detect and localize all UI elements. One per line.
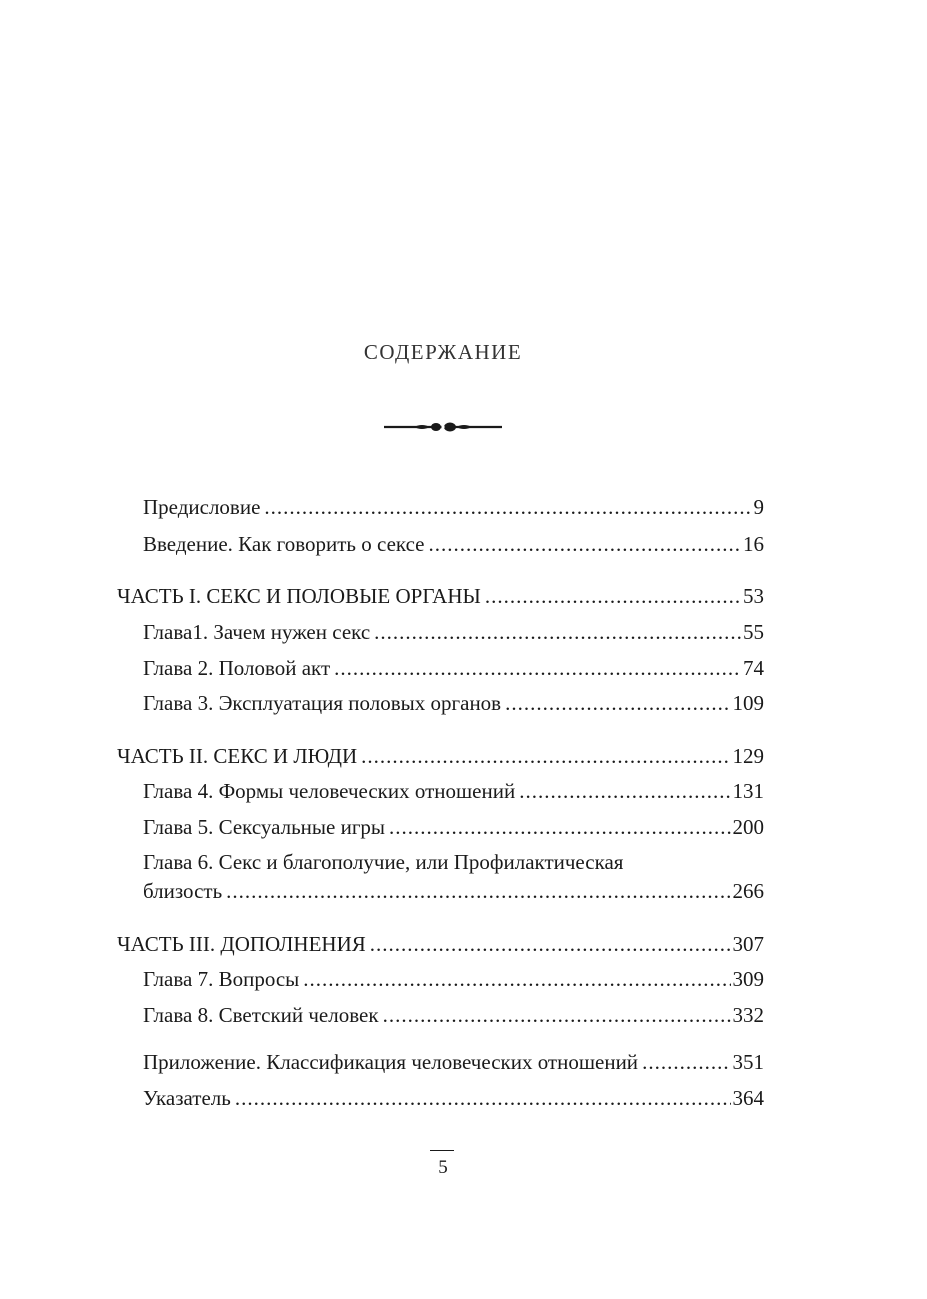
toc-entry-intro[interactable]: [143, 531, 764, 557]
toc-entry-title: Глава 2. Половой акт: [143, 656, 331, 680]
dot-leader: [383, 1002, 731, 1028]
toc-entry-part2[interactable]: [117, 743, 764, 769]
dot-leader: [428, 531, 741, 557]
toc-entry-appendix[interactable]: [143, 1049, 764, 1075]
dot-leader: [264, 494, 751, 520]
toc-entry-title: Введение. Как говорить о сексе: [143, 532, 425, 556]
dot-leader: [370, 931, 731, 957]
toc-entry-page: 266: [732, 879, 764, 903]
toc-entry-title: Глава 3. Эксплуатация половых органов: [143, 691, 502, 715]
toc-entry-chapter-6-line1[interactable]: Глава 6. Секс и благополучие, или Профилактическая: [143, 850, 624, 874]
toc-entry-preface[interactable]: [143, 494, 764, 520]
toc-entry-title: близость: [143, 879, 223, 903]
dot-leader: [485, 583, 741, 609]
toc-entry-part3[interactable]: [117, 931, 764, 957]
toc-entry-title: Глава 5. Сексуальные игры: [143, 815, 386, 839]
page-number: 5: [438, 1157, 448, 1178]
toc-entry-chapter-1[interactable]: [143, 619, 764, 645]
toc-entry-chapter-6[interactable]: [143, 878, 764, 904]
toc-entry-page: 55: [743, 620, 764, 644]
toc-entry-title: Глава 8. Светский человек: [143, 1003, 379, 1027]
dot-leader: [361, 743, 730, 769]
toc-entry-page: 200: [732, 815, 764, 839]
toc-entry-title: ЧАСТЬ III. ДОПОЛНЕНИЯ: [117, 932, 366, 956]
toc-entry-page: 309: [732, 967, 764, 991]
toc-entry-page: 109: [732, 691, 764, 715]
toc-entry-chapter-5[interactable]: [143, 814, 764, 840]
dot-leader: [303, 966, 730, 992]
toc-entry-chapter-7[interactable]: [143, 966, 764, 992]
toc-entry-chapter-3[interactable]: [143, 690, 764, 716]
toc-entry-title: Глава 7. Вопросы: [143, 967, 300, 991]
toc-entry-title: ЧАСТЬ I. СЕКС И ПОЛОВЫЕ ОРГАНЫ: [117, 584, 481, 608]
toc-entry-title: Глава1. Зачем нужен секс: [143, 620, 371, 644]
toc-entry-page: 131: [732, 779, 764, 803]
toc-entry-chapter-4[interactable]: [143, 778, 764, 804]
toc-entry-page: 307: [732, 932, 764, 956]
toc-entry-title: ЧАСТЬ II. СЕКС И ЛЮДИ: [117, 744, 358, 768]
toc-entry-page: 16: [743, 532, 764, 556]
toc-entry-page: 351: [732, 1050, 764, 1074]
toc-entry-page: 129: [732, 744, 764, 768]
dot-leader: [235, 1085, 731, 1111]
dot-leader: [389, 814, 730, 840]
toc-entry-title: Приложение. Классификация человеческих отношений: [143, 1050, 639, 1074]
dot-leader: [505, 690, 730, 716]
dot-leader: [226, 878, 730, 904]
toc-entry-page: 332: [732, 1003, 764, 1027]
folio-rule: [430, 1150, 454, 1151]
toc-entry-page: 74: [743, 656, 764, 680]
dot-leader: [374, 619, 741, 645]
toc-entry-index[interactable]: [143, 1085, 764, 1111]
toc-entry-page: 364: [732, 1086, 764, 1110]
toc-entry-part1[interactable]: [117, 583, 764, 609]
toc-entry-title: Глава 4. Формы человеческих отношений: [143, 779, 516, 803]
dot-leader: [642, 1049, 730, 1075]
toc-entry-page: 9: [753, 495, 764, 519]
toc-entry-chapter-8[interactable]: [143, 1002, 764, 1028]
dot-leader: [519, 778, 730, 804]
dot-leader: [334, 655, 741, 681]
toc-entry-page: 53: [743, 584, 764, 608]
toc-entry-title: Предисловие: [143, 495, 261, 519]
toc-entry-chapter-2[interactable]: [143, 655, 764, 681]
page-title: СОДЕРЖАНИЕ: [363, 340, 523, 364]
toc-entry-title: Указатель: [143, 1086, 231, 1110]
